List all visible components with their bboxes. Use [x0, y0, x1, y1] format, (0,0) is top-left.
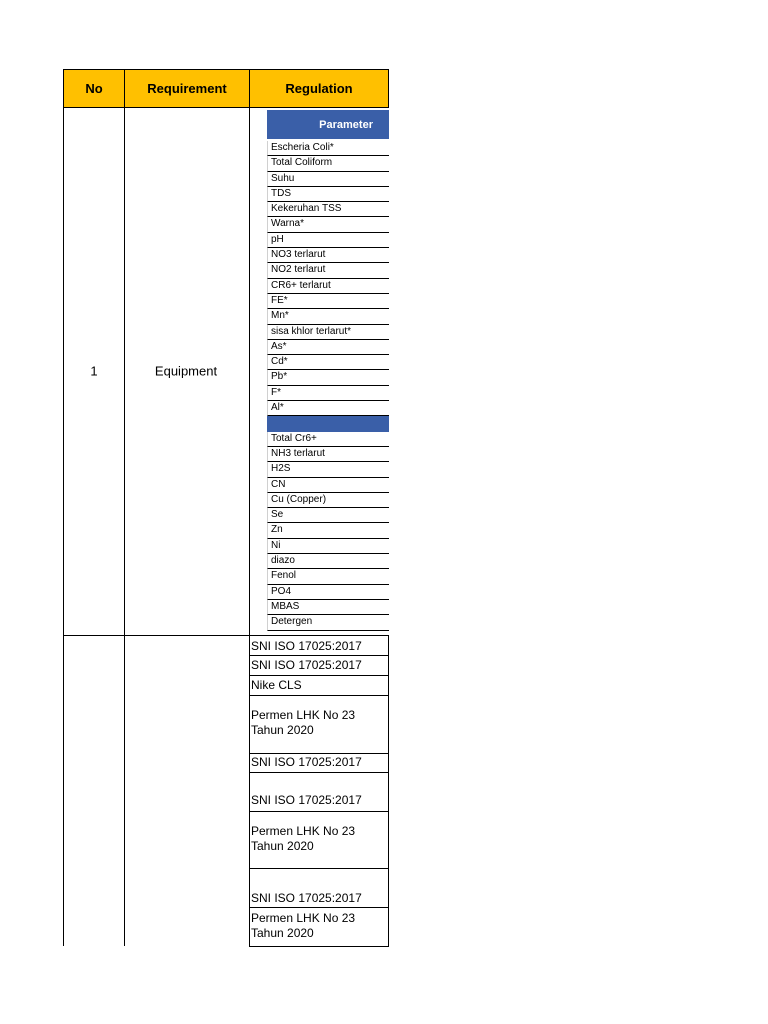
regulation-cell: Permen LHK No 23 Tahun 2020: [249, 812, 389, 869]
parameter-row: PO4: [267, 585, 389, 600]
parameter-header: Parameter: [267, 110, 389, 139]
requirement-cell: Equipment: [154, 363, 218, 379]
parameter-row: F*: [267, 386, 389, 401]
parameter-row: FE*: [267, 294, 389, 309]
regulation-cell: Permen LHK No 23 Tahun 2020: [249, 908, 389, 947]
header-regulation: Regulation: [249, 69, 389, 108]
parameter-row: CR6+ terlarut: [267, 279, 389, 294]
header-no: No: [63, 69, 125, 108]
parameter-row: Total Coliform: [267, 156, 389, 171]
regulation-cell: SNI ISO 17025:2017: [249, 773, 389, 812]
parameter-row: Se: [267, 508, 389, 523]
parameter-row: Suhu: [267, 172, 389, 187]
parameter-row: H2S: [267, 462, 389, 477]
parameter-separator: [267, 416, 389, 431]
parameter-row: Zn: [267, 523, 389, 538]
parameter-row: Ni: [267, 539, 389, 554]
parameter-row: TDS: [267, 187, 389, 202]
parameter-row: NO2 terlarut: [267, 263, 389, 278]
parameter-table: [267, 110, 389, 631]
parameter-row: Total Cr6+: [267, 432, 389, 447]
regulation-cell: Nike CLS: [249, 676, 389, 696]
parameter-row: Kekeruhan TSS: [267, 202, 389, 217]
regulation-cell: SNI ISO 17025:2017: [249, 656, 389, 676]
regulation-cell: Permen LHK No 23 Tahun 2020: [249, 696, 389, 754]
grid-line: [124, 108, 125, 946]
parameter-row: Cd*: [267, 355, 389, 370]
parameter-group-2: [267, 432, 389, 631]
grid-line: [63, 635, 250, 636]
parameter-row: Al*: [267, 401, 389, 416]
parameter-row: Fenol: [267, 569, 389, 584]
parameter-row: Cu (Copper): [267, 493, 389, 508]
regulation-cell: SNI ISO 17025:2017: [249, 869, 389, 908]
grid-line: [249, 108, 250, 635]
parameter-row: diazo: [267, 554, 389, 569]
parameter-row: Detergen: [267, 615, 389, 630]
parameter-row: Mn*: [267, 309, 389, 324]
header-requirement: Requirement: [124, 69, 250, 108]
parameter-row: Warna*: [267, 217, 389, 232]
parameter-row: NH3 terlarut: [267, 447, 389, 462]
row-number: 1: [90, 363, 98, 379]
grid-line: [63, 108, 64, 946]
parameter-row: MBAS: [267, 600, 389, 615]
parameter-row: pH: [267, 233, 389, 248]
parameter-group-1: [267, 141, 389, 416]
regulation-cell: SNI ISO 17025:2017: [249, 635, 389, 656]
parameter-row: Pb*: [267, 370, 389, 385]
parameter-row: sisa khlor terlarut*: [267, 325, 389, 340]
parameter-row: NO3 terlarut: [267, 248, 389, 263]
regulation-cell: SNI ISO 17025:2017: [249, 754, 389, 773]
parameter-row: CN: [267, 478, 389, 493]
parameter-row: Escheria Coli*: [267, 141, 389, 156]
parameter-row: As*: [267, 340, 389, 355]
